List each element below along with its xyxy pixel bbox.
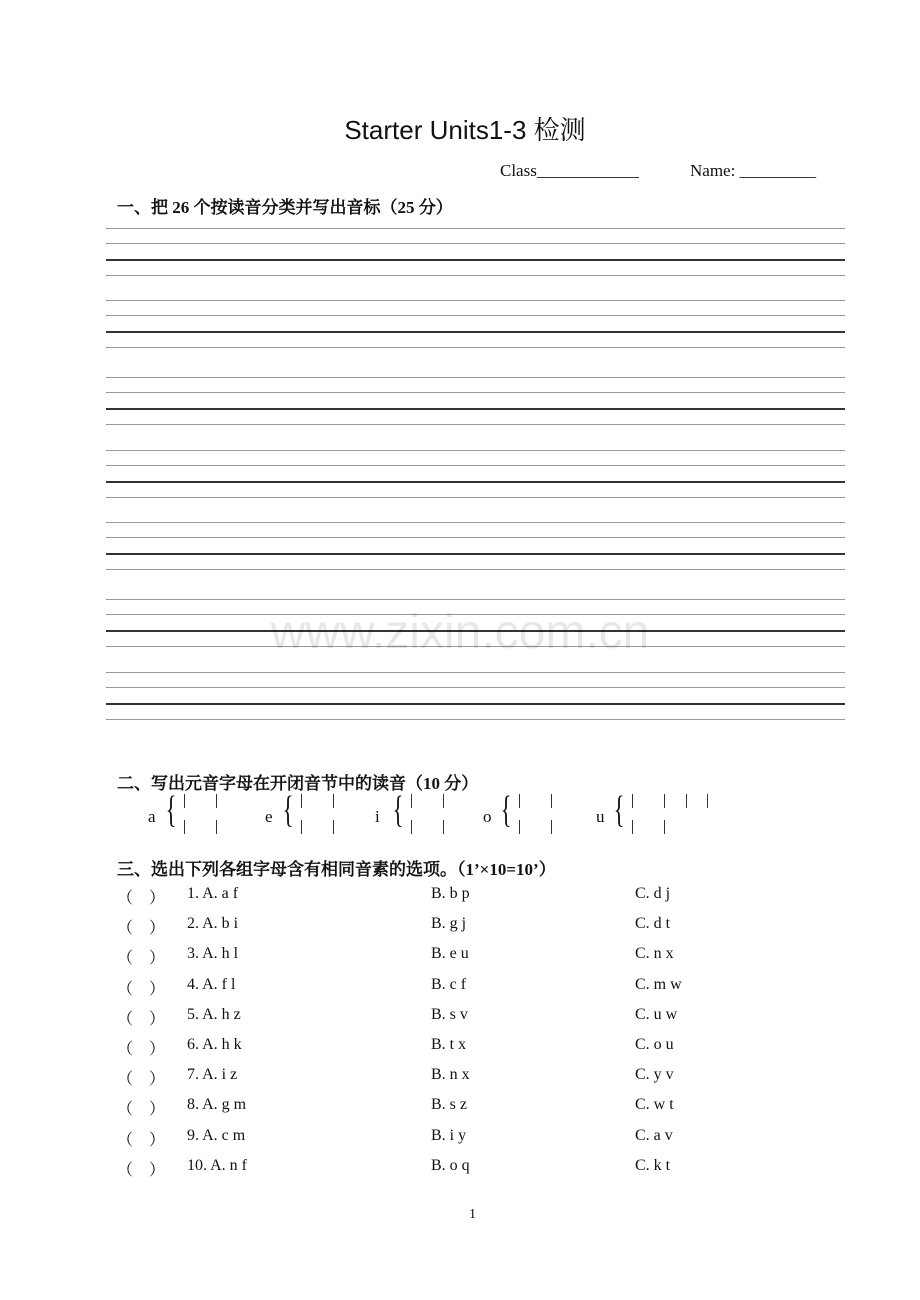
option-a: 10. A. n f <box>187 1156 247 1174</box>
answer-blank: （ ） <box>117 1041 166 1058</box>
option-c: C. u w <box>635 1005 678 1023</box>
option-a: 4. A. f l <box>187 975 236 993</box>
answer-slot <box>301 794 302 808</box>
writing-line <box>106 687 845 688</box>
writing-line <box>106 553 845 555</box>
answer-slot <box>519 820 520 834</box>
vowel-letter: e <box>265 807 273 826</box>
writing-line <box>106 424 845 425</box>
option-b: B. s z <box>431 1096 467 1114</box>
vowel-letter: u <box>596 807 605 826</box>
option-a: 1. A. a f <box>187 885 239 902</box>
writing-line <box>106 259 845 261</box>
option-c: C. w t <box>635 1096 674 1114</box>
class-field: Class____________ <box>500 161 639 180</box>
writing-line <box>106 522 845 523</box>
answer-slot <box>216 820 217 834</box>
writing-line <box>106 569 845 570</box>
brace-icon: { <box>500 789 512 831</box>
writing-line <box>106 703 845 705</box>
option-c: C. k t <box>635 1156 671 1174</box>
answer-slot <box>184 794 185 808</box>
writing-line <box>106 315 845 316</box>
answer-slot <box>443 820 444 834</box>
option-a: 2. A. b i <box>187 915 239 933</box>
option-c: C. d t <box>635 915 671 933</box>
answer-blank: （ ） <box>117 1131 166 1149</box>
option-a: 8. A. g m <box>187 1096 247 1114</box>
answer-slot <box>551 820 552 834</box>
option-b: B. b p <box>431 885 470 902</box>
option-b: B. o q <box>431 1156 470 1174</box>
brace-icon: { <box>613 789 625 831</box>
option-b: B. s v <box>431 1005 468 1023</box>
watermark: www.zixin.com.cn <box>270 606 650 659</box>
brace-icon: { <box>282 789 294 831</box>
vowel-letter: o <box>483 807 492 826</box>
option-b: B. i y <box>431 1126 467 1144</box>
option-c: C. y v <box>635 1066 674 1084</box>
answer-slot <box>216 794 217 808</box>
writing-line <box>106 331 845 333</box>
writing-line <box>106 497 845 498</box>
answer-slot <box>333 794 334 808</box>
answer-slot <box>632 820 633 834</box>
writing-line <box>106 228 845 229</box>
answer-slot <box>686 794 687 808</box>
answer-blank: （ ） <box>117 980 166 998</box>
option-a: 9. A. c m <box>187 1126 246 1144</box>
writing-line <box>106 599 845 600</box>
answer-slot <box>443 794 444 808</box>
answer-blank: （ ） <box>117 920 166 938</box>
answer-slot <box>184 820 185 834</box>
writing-line <box>106 672 845 673</box>
writing-line <box>106 300 845 301</box>
section-3-heading: 三、选出下列各组字母含有相同音素的选项。（1’×10=10’） <box>117 860 556 879</box>
answer-blank: （ ） <box>117 1010 166 1028</box>
writing-line <box>106 537 845 538</box>
answer-slot <box>411 820 412 834</box>
answer-slot <box>632 794 633 808</box>
option-b: B. t x <box>431 1036 467 1053</box>
name-field: Name: _________ <box>690 161 817 180</box>
option-a: 6. A. h k <box>187 1036 242 1053</box>
answer-slot <box>411 794 412 808</box>
option-b: B. g j <box>431 915 467 933</box>
option-b: B. e u <box>431 945 469 963</box>
writing-line <box>106 347 845 348</box>
brace-icon: { <box>165 789 177 831</box>
option-b: B. n x <box>431 1066 470 1084</box>
writing-line <box>106 275 845 276</box>
answer-blank: （ ） <box>117 950 166 968</box>
brace-icon: { <box>392 789 404 831</box>
answer-slot <box>333 820 334 834</box>
option-c: C. d j <box>635 885 671 902</box>
section-2-heading: 二、写出元音字母在开闭音节中的读音（10 分） <box>117 774 479 793</box>
option-b: B. c f <box>431 975 467 993</box>
writing-line <box>106 243 845 244</box>
answer-slot <box>519 794 520 808</box>
answer-blank: （ ） <box>117 1161 166 1179</box>
option-a: 7. A. i z <box>187 1066 238 1084</box>
option-a: 3. A. h l <box>187 945 239 963</box>
writing-line <box>106 377 845 378</box>
vowel-letter: i <box>375 807 380 826</box>
page-number: 1 <box>469 1207 476 1222</box>
option-c: C. a v <box>635 1126 673 1144</box>
answer-slot <box>707 794 708 808</box>
writing-line <box>106 719 845 720</box>
section-1-heading: 一、把 26 个按读音分类并写出音标（25 分） <box>117 198 453 217</box>
writing-line <box>106 408 845 410</box>
option-a: 5. A. h z <box>187 1005 241 1023</box>
answer-slot <box>301 820 302 834</box>
vowel-letter: a <box>148 807 156 826</box>
answer-slot <box>664 794 665 808</box>
writing-line <box>106 481 845 483</box>
answer-slot <box>551 794 552 808</box>
answer-blank: （ ） <box>117 1071 166 1089</box>
writing-line <box>106 450 845 451</box>
writing-line <box>106 392 845 393</box>
answer-blank: （ ） <box>117 890 166 907</box>
writing-line <box>106 465 845 466</box>
option-c: C. n x <box>635 945 674 963</box>
answer-blank: （ ） <box>117 1101 166 1119</box>
answer-slot <box>664 820 665 834</box>
option-c: C. o u <box>635 1036 674 1053</box>
page-title: Starter Units1-3 检测 <box>344 115 586 145</box>
option-c: C. m w <box>635 975 682 993</box>
